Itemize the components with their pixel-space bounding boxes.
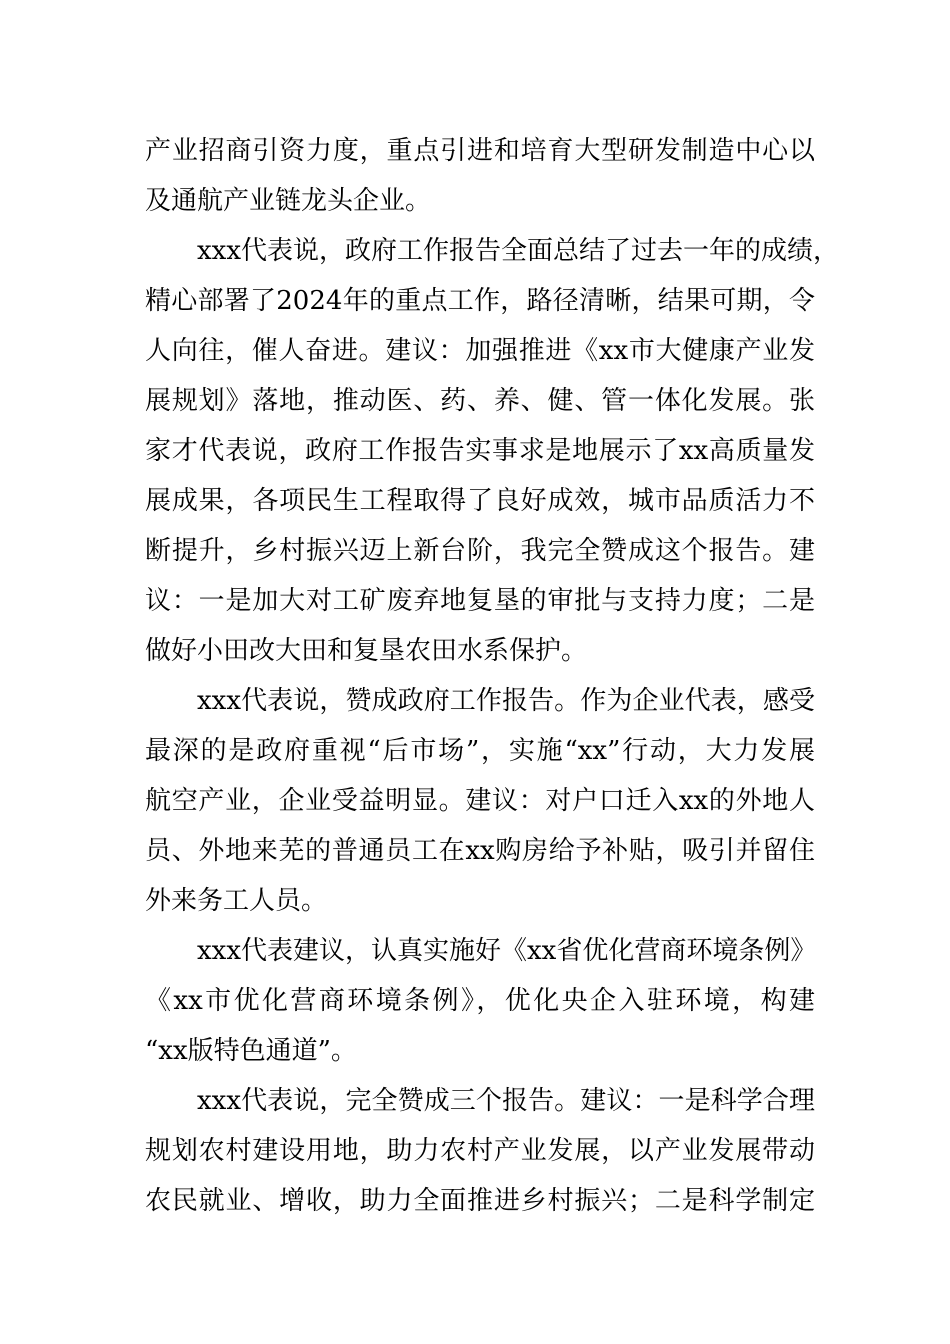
text-line: 员、外地来芜的普通员工在xx购房给予补贴，吸引并留住 bbox=[145, 836, 815, 866]
text-line: 家才代表说，政府工作报告实事求是地展示了xx高质量发 bbox=[145, 436, 815, 466]
text-line: 产业招商引资力度，重点引进和培育大型研发制造中心以 bbox=[145, 136, 815, 166]
document-body bbox=[145, 126, 839, 1226]
text-line: 精心部署了2024年的重点工作，路径清晰，结果可期，令 bbox=[145, 286, 815, 316]
text-line: 及通航产业链龙头企业。 bbox=[145, 186, 432, 216]
text-line: xxx代表建议，认真实施好《xx省优化营商环境条例》 bbox=[197, 936, 817, 966]
text-line: 议：一是加大对工矿废弃地复垦的审批与支持力度；二是 bbox=[145, 586, 815, 616]
text-line: xxx代表说，完全赞成三个报告。建议：一是科学合理 bbox=[197, 1086, 815, 1116]
text-line: 最深的是政府重视“后市场”，实施“xx”行动，大力发展 bbox=[145, 736, 815, 766]
text-line: 展成果，各项民生工程取得了良好成效，城市品质活力不 bbox=[145, 486, 815, 516]
text-line: “xx版特色通道”。 bbox=[145, 1036, 357, 1066]
text-line: 外来务工人员。 bbox=[145, 886, 328, 916]
text-line: xxx代表说，赞成政府工作报告。作为企业代表，感受 bbox=[197, 686, 815, 716]
text-line: 断提升，乡村振兴迈上新台阶，我完全赞成这个报告。建 bbox=[145, 536, 815, 566]
text-line: 人向往，催人奋进。建议：加强推进《xx市大健康产业发 bbox=[145, 336, 815, 366]
text-line: 展规划》落地，推动医、药、养、健、管一体化发展。张 bbox=[145, 386, 815, 416]
text-line: xxx代表说，政府工作报告全面总结了过去一年的成绩， bbox=[197, 236, 839, 266]
text-line: 《xx市优化营商环境条例》，优化央企入驻环境，构建 bbox=[145, 986, 815, 1016]
text-line: 做好小田改大田和复垦农田水系保护。 bbox=[145, 636, 588, 666]
text-line: 航空产业，企业受益明显。建议：对户口迁入xx的外地人 bbox=[145, 786, 815, 816]
text-line: 规划农村建设用地，助力农村产业发展，以产业发展带动 bbox=[145, 1136, 815, 1166]
text-line: 农民就业、增收，助力全面推进乡村振兴；二是科学制定 bbox=[145, 1186, 815, 1216]
